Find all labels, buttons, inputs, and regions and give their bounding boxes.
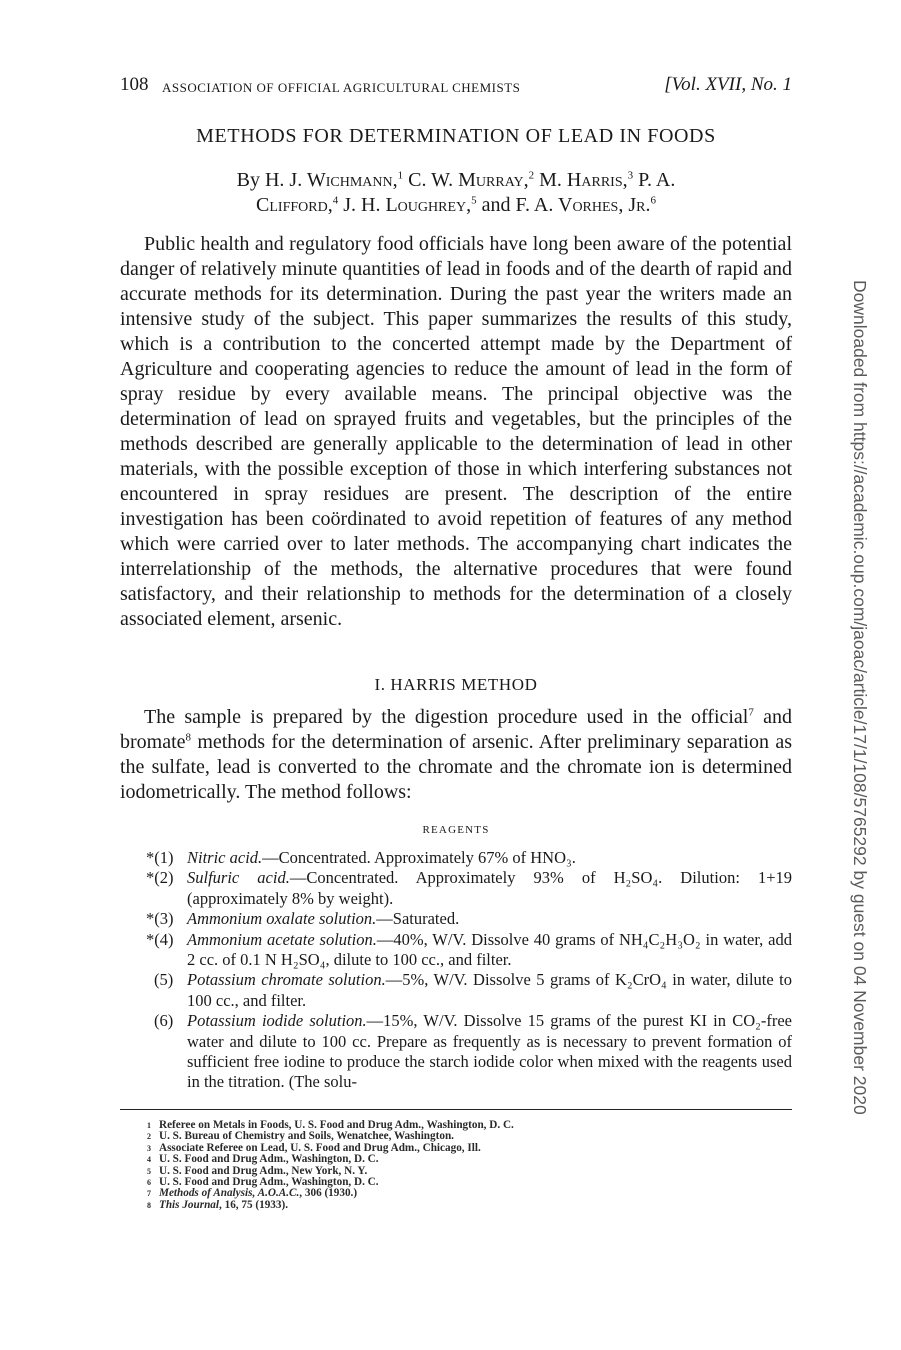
reagent-number: *(2) [146,868,174,888]
footnote-ref[interactable]: 7 [748,706,754,719]
reagent-name: Potassium chromate solution. [187,970,386,990]
footnote-rule [120,1109,792,1110]
footnote-number: 7 [147,1189,151,1199]
article-title: METHODS FOR DETERMINATION OF LEAD IN FOODS [196,125,716,147]
footnote-ref[interactable]: 5 [471,194,477,207]
reagent-name: Nitric acid. [187,848,263,867]
footnote-citation: Methods of Analysis, A.O.A.C. [159,1187,300,1200]
reagent-number: *(4) [146,929,174,949]
reagent-item [146,848,792,868]
reagent-text: —Concentrated. Approximately 67% of HNO₃. [262,848,576,867]
footnote-ref[interactable]: 1 [397,169,404,182]
watermark-text: Downloaded from https://academic.oup.com/jaoac/article/17/1/108/5765292 by guest on 04 November 2020 [850,280,870,1115]
author-loughrey: J. H. Loughrey, [343,194,472,216]
footnote-ref[interactable]: 4 [332,194,339,207]
journal-name: ASSOCIATION OF OFFICIAL AGRICULTURAL CHEMISTS [162,80,521,95]
volume-issue: [Vol. XVII, No. 1 [664,74,792,95]
reagent-number: *(1) [146,848,174,867]
footnote-number: 8 [147,1200,151,1210]
reagent-list [146,848,792,1093]
reagent-text: —Concentrated. Approximately 93% of H₂SO₄. Dilution: 1+19 (approximately 8% by weight). [187,868,793,908]
footnote-text: U. S. Food and Drug Adm., Washington, D. C. [159,1153,379,1166]
footnote-citation: This Journal [159,1198,220,1211]
footnote-text: U. S. Bureau of Chemistry and Soils, Wenatchee, Washington. [159,1130,454,1143]
footnote-number: 1 [147,1121,151,1130]
reagent-item [146,970,792,1011]
running-header [120,74,792,102]
author-harris: M. Harris, [539,169,628,191]
footnote-text: Associate Referee on Lead, U. S. Food and Drug Adm., Chicago, Ill. [159,1141,481,1154]
footnote [147,1200,787,1211]
reagent-number: (5) [154,970,174,990]
intro-paragraph: Public health and regulatory food officials have long been aware of the potential danger of relatively minute quantities of lead in foods and of the dearth of rapid and accurate methods for its determination. During the past year the writers made an intensive study of the subject. This paper summarizes the results of this study, which is a contribution to the concerted attempt made by the Department of Agriculture and cooperating agencies to reduce the amount of lead in the form of spray residue by every available means. The principal objective was the determination of lead on sprayed fruits and vegetables, but the principles of the methods described are generally applicable to the determination of lead in other materials, with the possible exception of those in which interfering substances not encountered in spray residues are present. The description of the entire investigation has been coördinated to avoid repetition of features of any method which were carried over to later methods. The accompanying chart indicates the interrelationship of the methods, the alternative procedures that were found satisfactory, and their relationship to methods for the determination of a closely associated element, arsenic. [120,233,792,630]
author-wichmann: H. J. Wichmann, [264,169,398,191]
reagent-item [146,868,792,909]
footnote-number: 5 [147,1166,151,1176]
footnote-text: , 16, 75 (1933). [219,1198,288,1211]
footnote-ref[interactable]: 8 [185,731,192,744]
reagent-item [146,1011,792,1093]
footnote-text: U. S. Food and Drug Adm., Washington, D. C. [159,1176,379,1189]
author-clifford-initials: P. A. [638,169,676,191]
reagent-text: —5%, W/V. Dissolve 5 grams of K₂CrO₄ in water, dilute to 100 cc., and filter. [187,970,792,1010]
footnote-ref[interactable]: 6 [650,194,656,207]
reagent-text: —40%, W/V. Dissolve 40 grams of NH₄C₂H₃O₂ in water, add 2 cc. of 0.1 N H₂SO₄, dilute to 100 cc., and filter. [187,929,792,970]
reagent-text: —Saturated. [376,909,460,929]
page-number: 108 [120,74,149,95]
footnote-text: Referee on Metals in Foods, U. S. Food and Drug Adm., Washington, D. C. [159,1119,514,1131]
reagent-item [146,909,792,929]
author-line-2: Clifford,$^4$ J. H. Loughrey,$^5$ and F. A. Vorhes, Jr.$^6$ [256,194,656,216]
author-list [120,168,792,218]
footnote-number: 2 [147,1132,151,1142]
footnote-list [147,1120,787,1211]
footnote-text: , 306 (1930.) [299,1187,358,1200]
author-clifford: Clifford, [256,194,333,216]
footnote-text: U. S. Food and Drug Adm., New York, N. Y. [159,1164,368,1177]
reagent-number: (6) [154,1011,174,1031]
footnote-ref[interactable]: 3 [627,169,634,182]
download-watermark [849,280,871,1115]
section-heading: I. HARRIS METHOD [374,675,538,694]
author-murray: C. W. Murray, [408,169,529,191]
reagents-heading: REAGENTS [422,824,490,836]
reagent-name: Ammonium oxalate solution. [187,909,377,929]
footnote-ref[interactable]: 2 [528,169,535,182]
reagent-item [146,930,792,971]
reagent-name: Sulfuric acid. [187,868,290,888]
footnote-number: 4 [147,1155,151,1165]
reagent-text: —15%, W/V. Dissolve 15 grams of the purest KI in CO₂-free water and dilute to 100 cc. Prepare as frequently as is necessary to prevent formation of sufficient free iodine to produce the starch iodide color when mixed with the reagents used in the titration. (The solu- [187,1011,792,1092]
footnote-number: 3 [147,1143,151,1153]
reagent-name: Potassium iodide solution. [187,1011,367,1031]
footnote-number: 6 [147,1178,151,1188]
author-vorhes: F. A. Vorhes, Jr. [515,194,651,216]
method-paragraph: The sample is prepared by the digestion procedure used in the official$^7$ and bromate$^8$ methods for the determination of arsenic. After preliminary separation as the sulfate, lead is converted to the chromate and the chromate ion is determined iodometrically. The method follows: [120,706,792,803]
reagent-number: *(3) [146,909,174,929]
author-line-1: By H. J. Wichmann,$^1$ C. W. Murray,$^2$ M. Harris,$^3$ P. A. [236,169,676,191]
reagent-name: Ammonium acetate solution. [187,929,377,949]
